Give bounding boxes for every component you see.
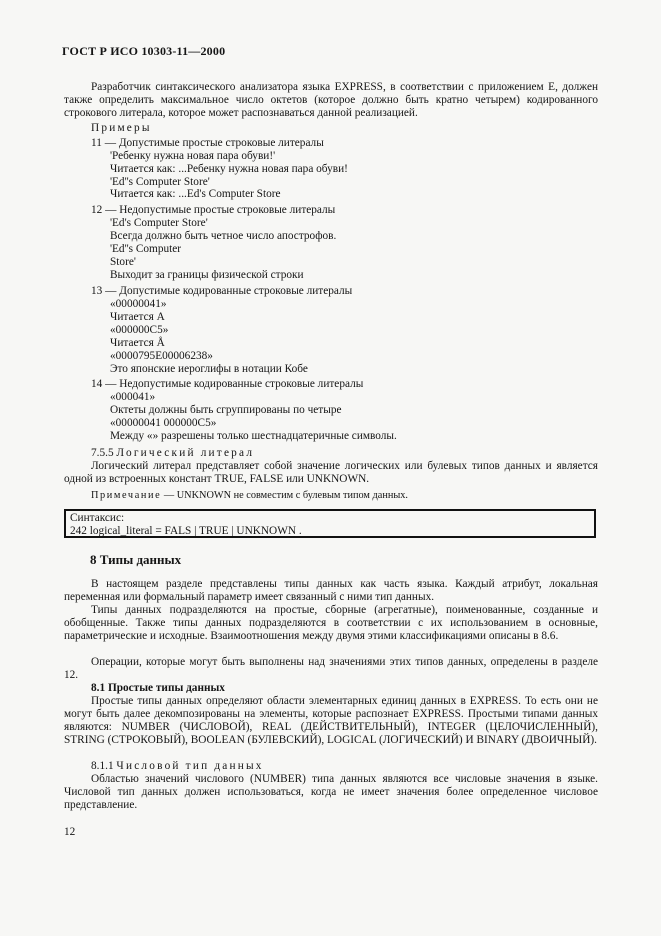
example-13-line: Это японские иероглифы в нотации Кобе [110, 363, 308, 375]
section-8-paragraph-1: В настоящем разделе представлены типы данных как часть языка. Каждый атрибут, локальная переменная или формальный параметр имеет связанный с ними тип данных. [64, 578, 598, 603]
example-14-heading: 14 — Недопустимые кодированные строковые литералы [91, 378, 364, 390]
section-7-5-5-number: 7.5.5 [91, 447, 114, 459]
example-12-line: Всегда должно быть четное число апострофов. [110, 230, 337, 242]
example-13-line: Читается A [110, 311, 165, 323]
example-11-line: 'Ed''s Computer Store' [110, 176, 210, 188]
example-13-line: Читается Å [110, 337, 165, 349]
example-12-line: 'Ed's Computer Store' [110, 217, 208, 229]
examples-title: Примеры [91, 122, 152, 134]
section-8-paragraph-2: Типы данных подразделяются на простые, сборные (агрегатные), поименованные, созданные и обобщенные. Также типы данных подразделяются в соответствии с их использованием в основные, параметрические и исходные. Взаимоотношения между двумя этими классификациями описаны в 8.6. [64, 604, 598, 642]
example-11-line: Читается как: ...Ребенку нужна новая пара обуви! [110, 163, 348, 175]
example-11-line: Читается как: ...Ed's Computer Store [110, 188, 281, 200]
syntax-title: Синтаксис: [70, 512, 125, 524]
example-12-line: 'Ed''s Computer [110, 243, 182, 255]
syntax-rule: 242 logical_literal = FALS | TRUE | UNKNOWN . [70, 524, 302, 537]
example-12-heading: 12 — Недопустимые простые строковые литералы [91, 204, 336, 216]
section-8-1-1-title: Числовой тип данных [116, 760, 264, 772]
example-14-line: «00000041 000000C5» [110, 417, 217, 429]
example-13-line: «00000041» [110, 298, 167, 310]
example-13-line: «0000795E00006238» [110, 350, 213, 362]
note-text: — UNKNOWN не совместим с булевым типом данных. [163, 490, 408, 501]
section-8-heading: 8 Типы данных [90, 552, 182, 567]
document-header: ГОСТ Р ИСО 10303-11—2000 [62, 44, 226, 58]
section-8-1-1-number: 8.1.1 [91, 760, 114, 772]
example-12-line: Выходит за границы физической строки [110, 269, 304, 281]
section-8-1-1-text: Областью значений числового (NUMBER) типа данных являются все числовые значения в языке. Числовой тип данных должен использоваться, когда не имеет значения более определенное числовое представление. [64, 773, 598, 811]
syntax-box [64, 509, 596, 538]
example-14-line: «000041» [110, 391, 156, 403]
example-13-heading: 13 — Допустимые кодированные строковые литералы [91, 285, 353, 297]
example-11-heading: 11 — Допустимые простые строковые литералы [91, 137, 324, 149]
section-8-1-text: Простые типы данных определяют области элементарных единиц данных в EXPRESS. То есть они не могут быть далее декомпозированы на элементы, которые распознает EXPRESS. Простыми типами данных являются: NUMBER (ЧИСЛОВОЙ), REAL (ДЕЙСТВИТЕЛЬНЫЙ), INTEGER (ЦЕЛОЧИСЛЕННЫЙ), STRING (СТРОКОВЫЙ), BOOLEAN (БУЛЕВСКИЙ), LOGICAL (ЛОГИЧЕСКИЙ) И BINARY (ДВОИЧНЫЙ). [64, 695, 598, 746]
section-7-5-5-heading [91, 447, 254, 460]
example-12-line: Store' [110, 256, 136, 268]
note [91, 489, 408, 502]
note-label: Примечание [91, 490, 162, 501]
section-7-5-5-text: Логический литерал представляет собой значение логических или булевых типов данных и является одной из встроенных констант TRUE, FALSE или UNKNOWN. [64, 460, 598, 485]
example-11-line: 'Ребенку нужна новая пара обуви!' [110, 150, 276, 162]
section-8-1-1-heading [91, 760, 264, 773]
example-14-line: Октеты должны быть сгруппированы по четыре [110, 404, 342, 416]
section-8-1-heading: 8.1 Простые типы данных [91, 682, 225, 694]
example-14-line: Между «» разрешены только шестнадцатеричные символы. [110, 430, 397, 442]
section-8-paragraph-3: Операции, которые могут быть выполнены над значениями этих типов данных, определены в разделе 12. [64, 656, 598, 681]
section-7-5-5-title: Логический литерал [116, 447, 255, 459]
intro-paragraph: Разработчик синтаксического анализатора языка EXPRESS, в соответствии с приложением Е, должен также определить максимальное число октетов (которое должно быть кратно четырем) кодированного строкового литерала, которое может распознаваться данной реализацией. [64, 81, 598, 119]
page-number: 12 [64, 826, 76, 838]
example-13-line: «000000C5» [110, 324, 169, 336]
